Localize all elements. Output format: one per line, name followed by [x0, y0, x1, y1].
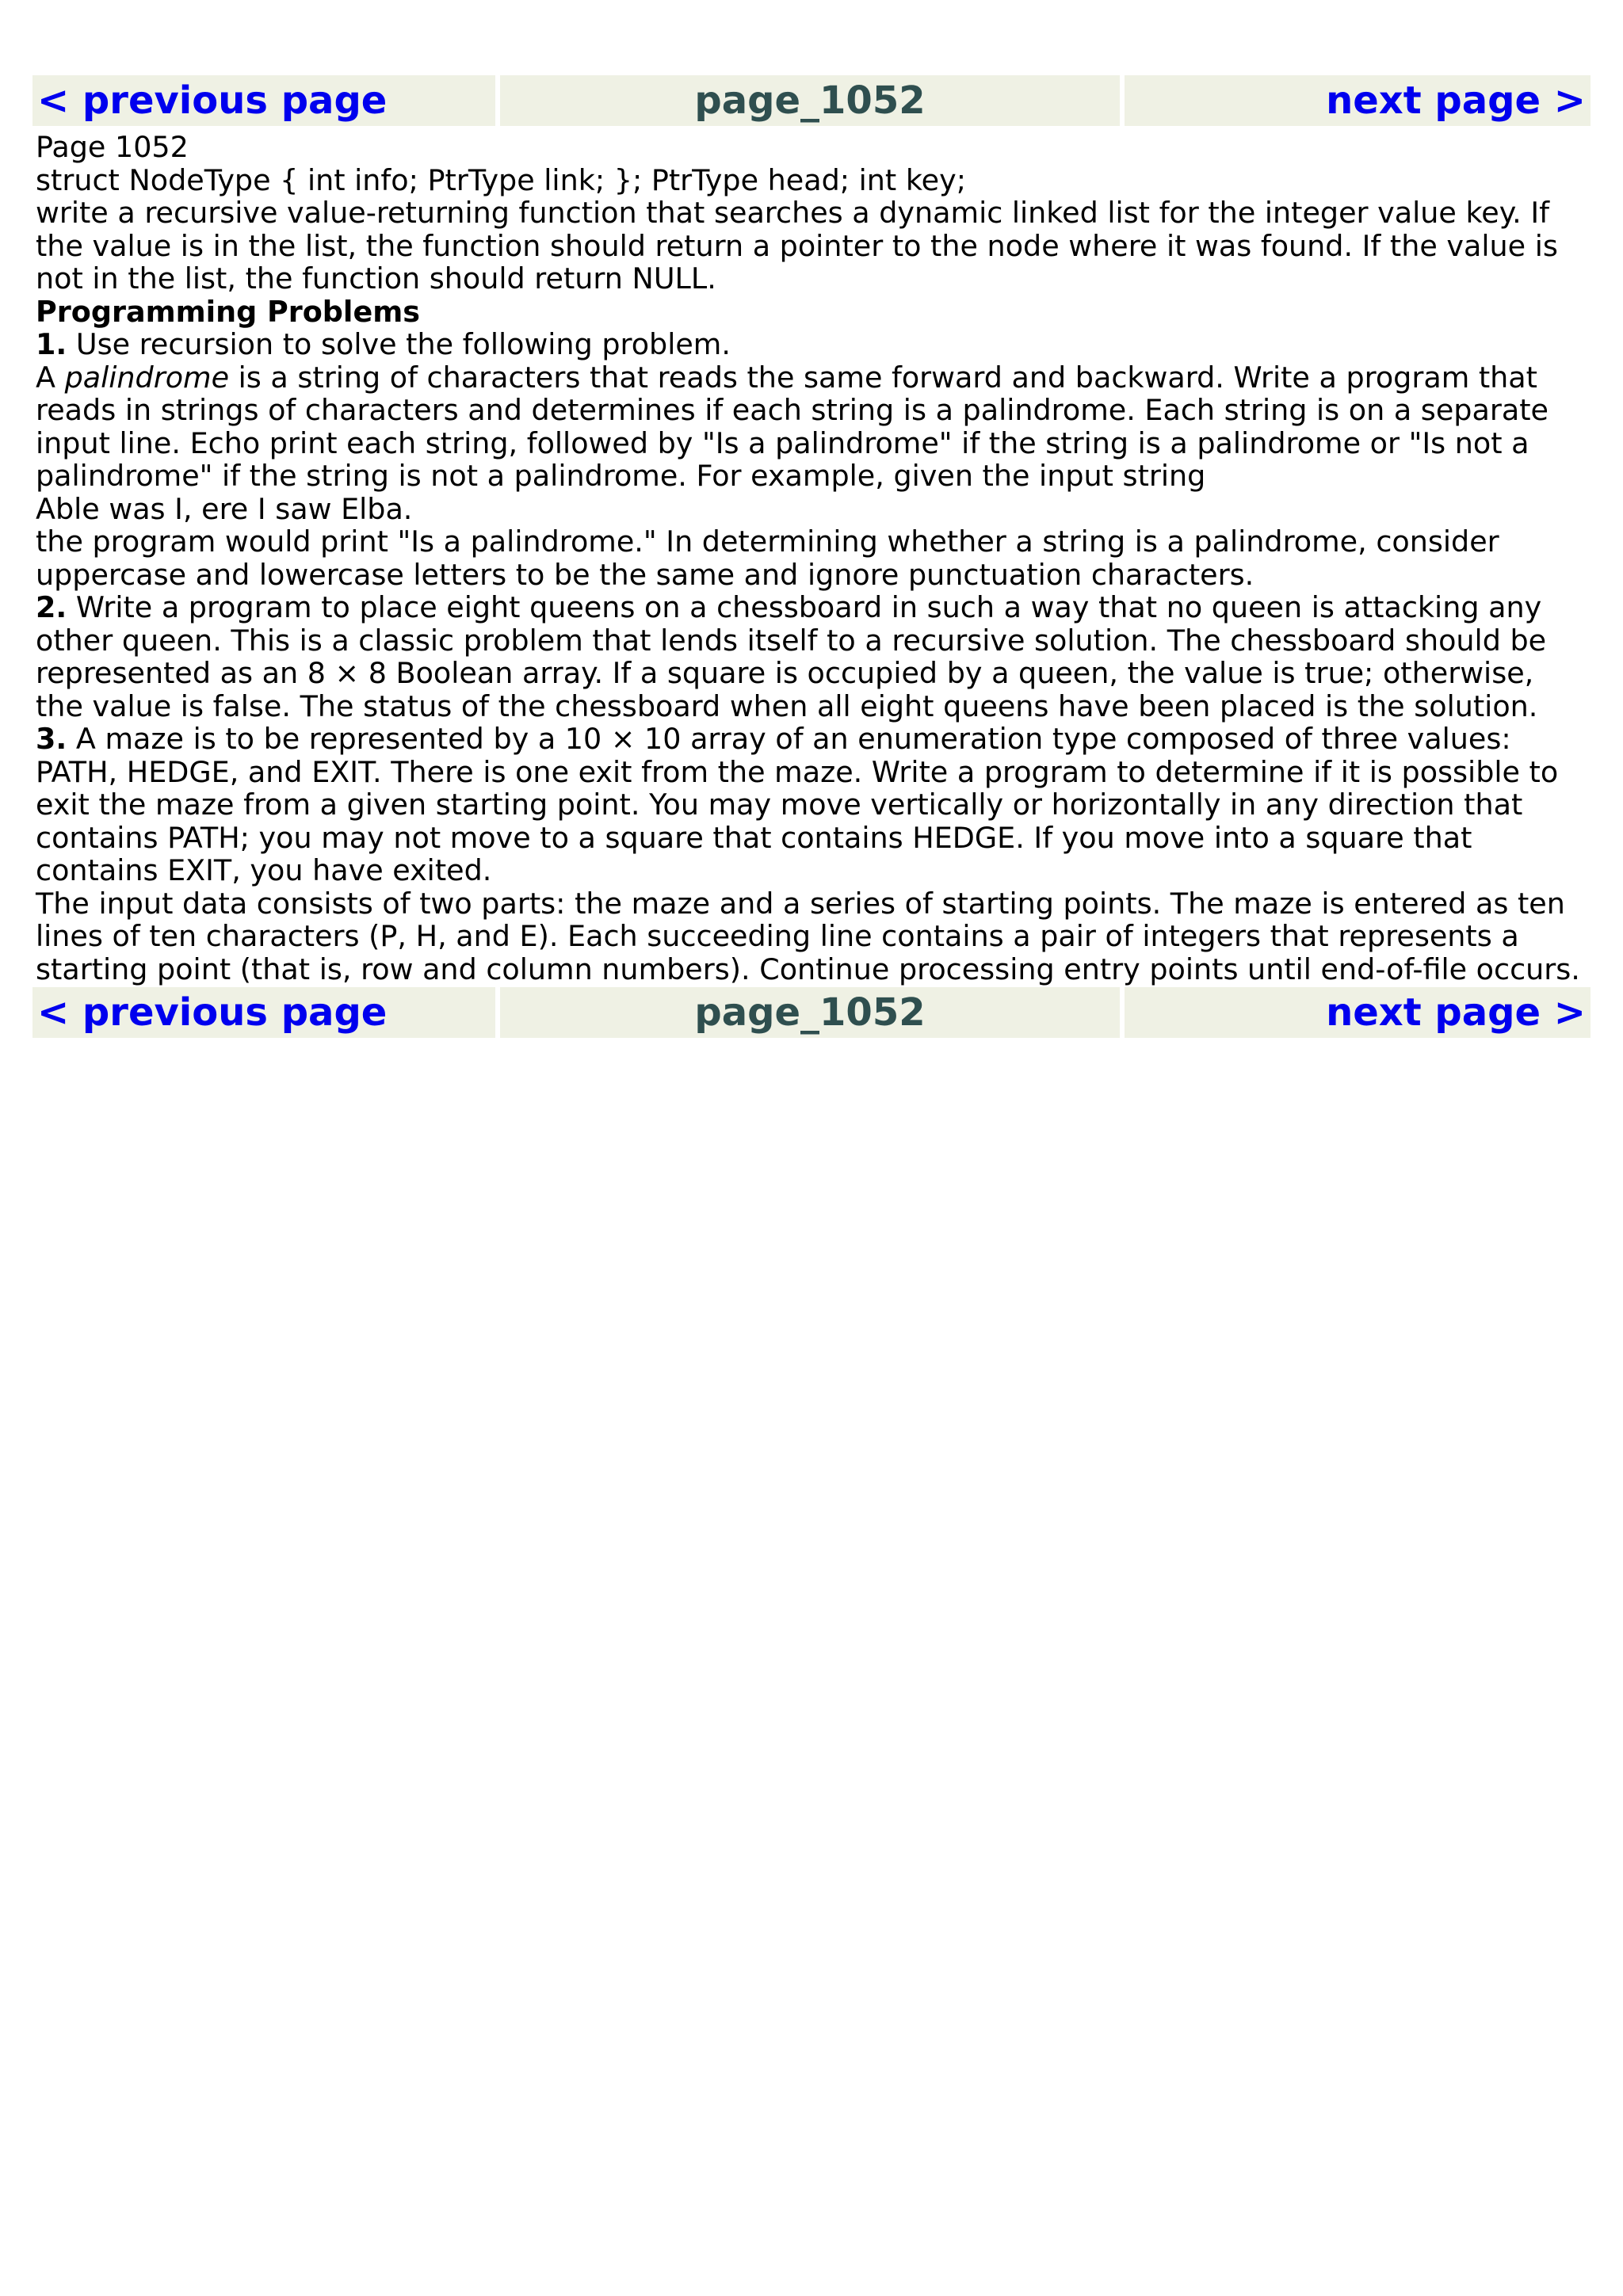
problem-3	[36, 723, 1587, 887]
page-label: page_1052	[500, 75, 1120, 126]
problem-1-paragraph	[36, 361, 1587, 493]
problem-1-number: 1.	[36, 327, 67, 361]
problem-1-intro-text: Use recursion to solve the following problem.	[67, 327, 731, 361]
next-page-link[interactable]: next page >	[1326, 78, 1586, 123]
next-page-link[interactable]: next page >	[1326, 990, 1586, 1035]
struct-declaration: struct NodeType { int info; PtrType link; }; PtrType head; int key;	[36, 162, 967, 197]
page-label: page_1052	[500, 987, 1120, 1038]
problem-1-para-rest: is a string of characters that reads the same forward and backward. Write a program that reads in strings of characters and determines if each string is a palindrome. Each string is on a separate input line. Echo print each string, followed by "Is a palindrome" if the string is a palindrome or "Is not a palindrome" if the string is not a palindrome. For example, given the input string	[36, 360, 1549, 493]
problem-3-input-description: The input data consists of two parts: the maze and a series of starting points. The maze is entered as ten lines of ten characters (P, H, and E). Each succeeding line contains a pair of integers that represents a starting point (that is, row and column numbers). Continue processing entry points until end-of-file occurs.	[36, 886, 1580, 986]
palindrome-term: palindrome	[64, 360, 230, 395]
problem-3-text: A maze is to be represented by a 10 × 10 array of an enumeration type composed of three values: PATH, HEDGE, and EXIT. There is one exit from the maze. Write a program to determine if it is possible to exit the maze from a given starting point. You may move vertically or horizontally in any direction that contains PATH; you may not move to a square that contains HEDGE. If you move into a square that contains EXIT, you have exited.	[36, 722, 1559, 887]
previous-page-link[interactable]: < previous page	[37, 990, 388, 1035]
problem-2	[36, 591, 1587, 723]
problem-1-para-start: A	[36, 360, 65, 395]
previous-page-cell	[32, 75, 495, 126]
previous-page-cell	[32, 987, 495, 1038]
problem-3-number: 3.	[36, 722, 67, 756]
page	[32, 75, 1591, 1038]
problem-2-number: 2.	[36, 590, 67, 624]
problem-1-result: the program would print "Is a palindrome." In determining whether a string is a palindrome, consider uppercase and lowercase letters to be the same and ignore punctuation characters.	[36, 524, 1499, 592]
page-content	[32, 126, 1591, 984]
next-page-cell	[1125, 75, 1591, 126]
problem-1-example: Able was I, ere I saw Elba.	[36, 491, 413, 526]
page-number: Page 1052	[36, 130, 189, 164]
previous-page-link[interactable]: < previous page	[37, 78, 388, 123]
exercise-text: write a recursive value-returning function that searches a dynamic linked list for the integer value key. If the value is in the list, the function should return a pointer to the node where it was found. If the value is not in the list, the function should return NULL.	[36, 196, 1558, 296]
bottom-navbar	[32, 987, 1591, 1038]
next-page-cell	[1125, 987, 1591, 1038]
top-navbar	[32, 75, 1591, 126]
section-heading: Programming Problems	[36, 294, 420, 329]
problem-2-text: Write a program to place eight queens on a chessboard in such a way that no queen is attacking any other queen. This is a classic problem that lends itself to a recursive solution. The chessboard should be represented as an 8 × 8 Boolean array. If a square is occupied by a queen, the value is true; otherwise, the value is false. The status of the chessboard when all eight queens have been placed is the solution.	[36, 590, 1547, 723]
problem-1-intro	[36, 328, 1587, 361]
